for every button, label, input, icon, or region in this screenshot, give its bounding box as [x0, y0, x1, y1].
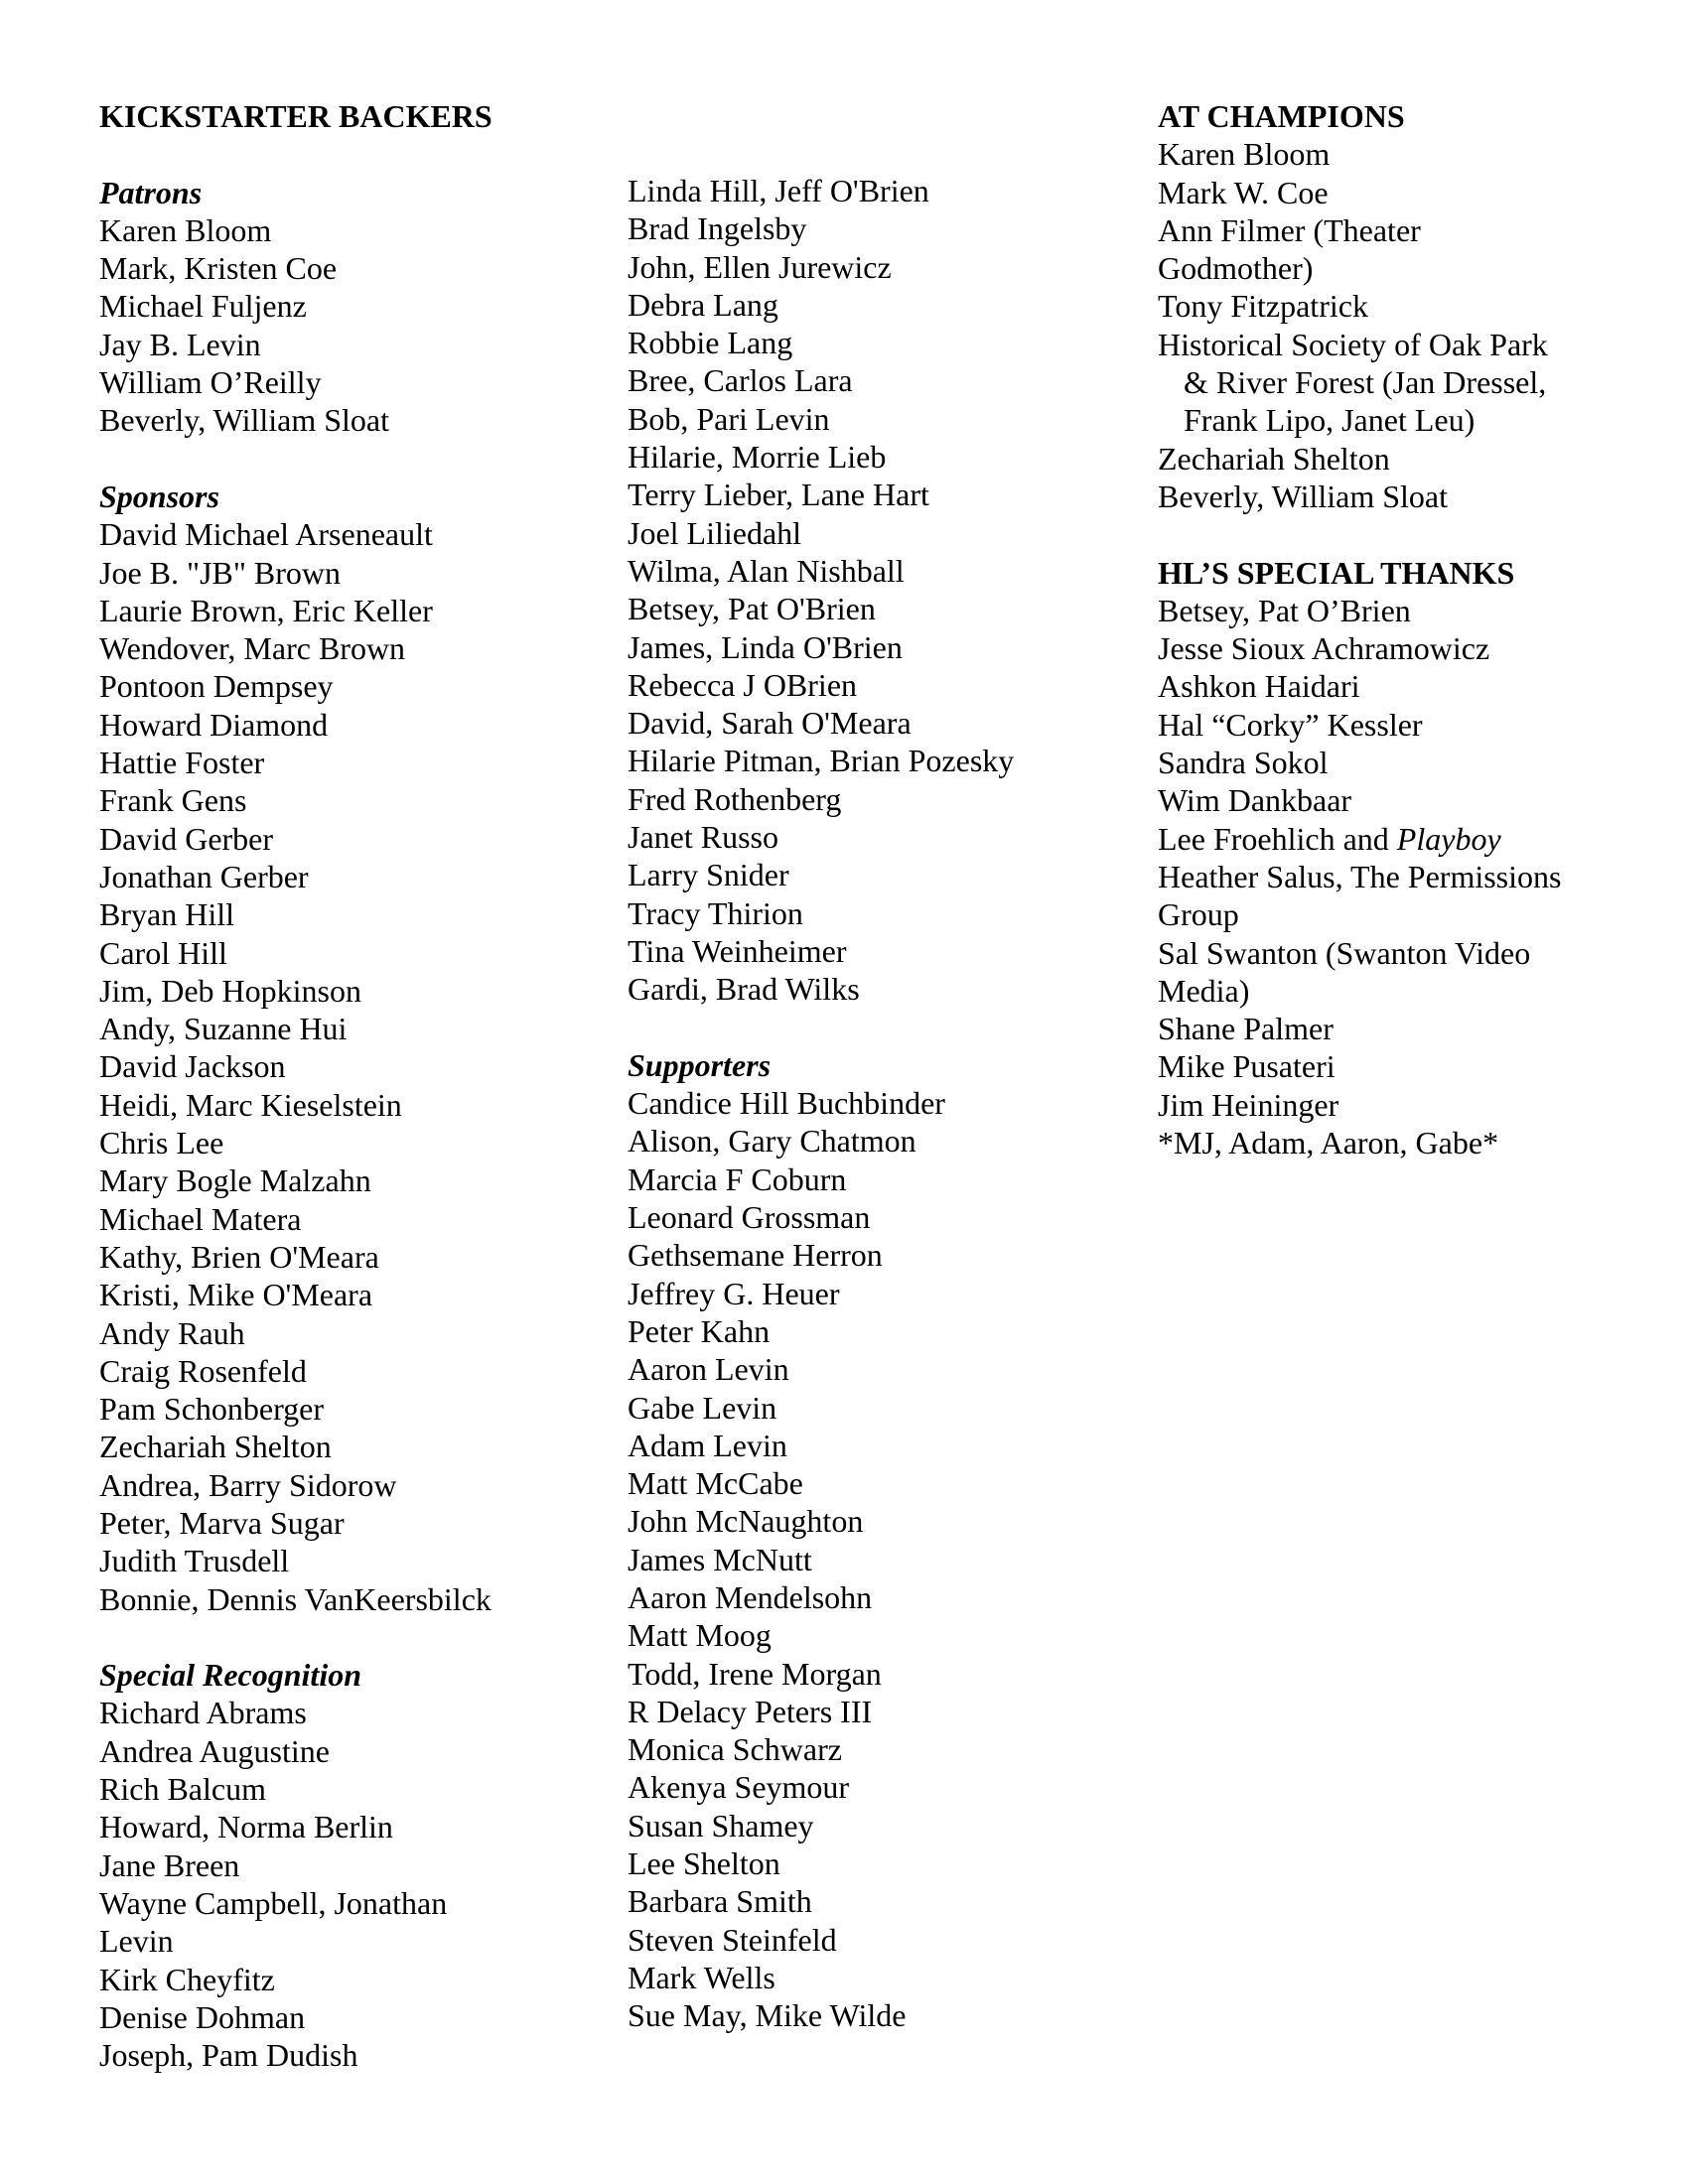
list-item: Heather Salus, The Permissions [1158, 858, 1562, 894]
list-item: Denise Dohman [99, 1998, 306, 2035]
list-item [1158, 820, 1674, 858]
list-item: Frank Lipo, Janet Leu) [1184, 402, 1476, 439]
champions-indented-list [1158, 363, 1674, 440]
list-item: Joseph, Pam Dudish [99, 2037, 358, 2074]
list-item: Michael Fuljenz [99, 288, 307, 325]
list-item: Mark Wells [628, 1959, 775, 1995]
list-item: Frank Gens [99, 782, 247, 819]
list-item: Andy Rauh [99, 1314, 245, 1351]
list-item: Monica Schwarz [628, 1731, 842, 1768]
list-item: Hilarie, Morrie Lieb [628, 439, 887, 476]
list-item: Judith Trusdell [99, 1543, 290, 1579]
list-item: Howard Diamond [99, 706, 329, 743]
list-item: Mike Pusateri [1158, 1048, 1336, 1085]
list-item: Andy, Suzanne Hui [99, 1011, 348, 1047]
list-item: Karen Bloom [99, 211, 272, 248]
list-item: Beverly, William Sloat [1158, 478, 1448, 514]
list-item: Steven Steinfeld [628, 1921, 837, 1958]
list-item: Jeffrey G. Heuer [628, 1275, 840, 1311]
list-item: Zechariah Shelton [1158, 440, 1390, 477]
list-item: Janet Russo [628, 819, 778, 856]
list-item: Fred Rothenberg [628, 780, 842, 817]
section-heading-patrons: Patrons [99, 174, 203, 210]
list-item: Terry Lieber, Lane Hart [628, 477, 929, 513]
column-right [1158, 97, 1674, 1161]
list-item: Jim, Deb Hopkinson [99, 972, 361, 1009]
list-item: Zechariah Shelton [99, 1429, 332, 1465]
list-item: Mary Bogle Malzahn [99, 1162, 371, 1199]
list-item: Heidi, Marc Kieselstein [99, 1086, 402, 1123]
list-item: Levin [99, 1923, 174, 1960]
section-heading-supporters: Supporters [628, 1046, 772, 1083]
thanks-list-continued [1158, 858, 1674, 1161]
list-item: Tina Weinheimer [628, 932, 847, 969]
list-item: Wendover, Marc Brown [99, 630, 406, 667]
list-item: Pontoon Dempsey [99, 668, 334, 705]
list-item: Linda Hill, Jeff O'Brien [628, 173, 929, 208]
list-item: Andrea, Barry Sidorow [99, 1466, 397, 1503]
list-item: Craig Rosenfeld [99, 1352, 307, 1389]
list-item: Peter Kahn [628, 1312, 771, 1349]
list-item: Robbie Lang [628, 325, 793, 361]
list-item: R Delacy Peters III [628, 1693, 873, 1729]
list-item: Kathy, Brien O'Meara [99, 1238, 379, 1275]
spacer [628, 1009, 1144, 1046]
list-item: Ashkon Haidari [1158, 668, 1360, 705]
list-item: Group [1158, 896, 1239, 933]
list-item: Gethsemane Herron [628, 1237, 883, 1274]
list-item: David Jackson [99, 1048, 286, 1085]
list-item: Gabe Levin [628, 1389, 777, 1426]
list-item: Sal Swanton (Swanton Video [1158, 934, 1531, 971]
section-heading-sponsors: Sponsors [99, 478, 219, 514]
list-item: Jesse Sioux Achramowicz [1158, 630, 1490, 667]
list-item: Susan Shamey [628, 1807, 814, 1843]
thanks-list [1158, 592, 1674, 820]
column-left [99, 97, 616, 2074]
special-recognition-list [99, 1694, 616, 2074]
list-item: Jim Heininger [1158, 1086, 1339, 1123]
list-item: Laurie Brown, Eric Keller [99, 592, 433, 628]
list-item: Bryan Hill [99, 896, 234, 933]
spacer [1158, 515, 1674, 553]
list-item: Lee Shelton [628, 1845, 780, 1882]
list-item: David, Sarah O'Meara [628, 705, 912, 742]
froehlich-text: Lee Froehlich and [1158, 820, 1389, 857]
list-item: Carol Hill [99, 934, 227, 971]
list-item: Pam Schonberger [99, 1391, 325, 1428]
list-item: David Michael Arseneault [99, 516, 433, 553]
list-item: Sandra Sokol [1158, 745, 1329, 781]
list-item: Jonathan Gerber [99, 858, 309, 894]
list-item: Bonnie, Dennis VanKeersbilck [99, 1580, 492, 1617]
list-item: Wilma, Alan Nishball [628, 552, 905, 589]
list-item: Candice Hill Buchbinder [628, 1085, 945, 1122]
list-item: Debra Lang [628, 286, 778, 323]
list-item: John McNaughton [628, 1503, 864, 1540]
list-item: Sue May, Mike Wilde [628, 1997, 907, 2034]
list-item: *MJ, Adam, Aaron, Gabe* [1158, 1125, 1499, 1161]
list-item: Alison, Gary Chatmon [628, 1123, 916, 1160]
list-item: Joe B. "JB" Brown [99, 554, 342, 591]
list-item: Larry Snider [628, 857, 789, 893]
list-item: James McNutt [628, 1541, 812, 1577]
list-item: Kirk Cheyfitz [99, 1961, 275, 1997]
section-heading-special-recognition: Special Recognition [99, 1657, 361, 1694]
list-item: Wayne Campbell, Jonathan [99, 1884, 448, 1921]
list-item: Matt McCabe [628, 1465, 803, 1502]
playboy-title: Playboy [1396, 820, 1501, 857]
list-item: Hilarie Pitman, Brian Pozesky [628, 743, 1015, 779]
list-item: Bree, Carlos Lara [628, 362, 853, 399]
list-item: Tony Fitzpatrick [1158, 288, 1368, 325]
list-item: Adam Levin [628, 1427, 787, 1463]
list-item: Marcia F Coburn [628, 1160, 847, 1197]
list-item: Richard Abrams [99, 1695, 307, 1731]
list-item: Bob, Pari Levin [628, 400, 830, 437]
list-item: Media) [1158, 972, 1250, 1009]
list-item: Beverly, William Sloat [99, 402, 389, 439]
list-item: Mark W. Coe [1158, 174, 1329, 210]
list-item: Akenya Seymour [628, 1769, 850, 1806]
list-item: Todd, Irene Morgan [628, 1655, 882, 1692]
list-item: David Gerber [99, 820, 274, 857]
spacer [99, 440, 616, 478]
list-item: Matt Moog [628, 1617, 772, 1654]
section-heading-special-thanks: HL’S SPECIAL THANKS [1158, 554, 1515, 591]
list-item: Hattie Foster [99, 745, 265, 781]
list-item: Peter, Marva Sugar [99, 1504, 345, 1541]
supporters-list [628, 1084, 1144, 2034]
champions-list-continued [1158, 440, 1674, 516]
list-item: John, Ellen Jurewicz [628, 248, 892, 285]
list-item: Hal “Corky” Kessler [1158, 706, 1423, 743]
list-item: Joel Liliedahl [628, 514, 802, 551]
spacer [99, 135, 616, 173]
list-item: Karen Bloom [1158, 136, 1331, 173]
list-item: Aaron Levin [628, 1351, 789, 1388]
list-item: Barbara Smith [628, 1883, 812, 1920]
page-title: KICKSTARTER BACKERS [99, 98, 492, 134]
spacer [99, 1618, 616, 1656]
list-item: James, Linda O'Brien [628, 628, 903, 665]
list-item: Rebecca J OBrien [628, 666, 858, 703]
list-item: Gardi, Brad Wilks [628, 971, 860, 1008]
list-item: Betsey, Pat O’Brien [1158, 592, 1411, 628]
column-middle [628, 172, 1144, 2035]
list-item: Wim Dankbaar [1158, 782, 1352, 819]
champions-list [1158, 135, 1674, 363]
list-item: Jay B. Levin [99, 326, 261, 362]
list-item: Andrea Augustine [99, 1732, 330, 1769]
list-item: Godmother) [1158, 250, 1314, 287]
list-item: Jane Breen [99, 1846, 240, 1883]
list-item: Historical Society of Oak Park [1158, 326, 1548, 362]
list-item: Aaron Mendelsohn [628, 1578, 873, 1615]
list-item: Betsey, Pat O'Brien [628, 591, 876, 627]
sponsors-list [99, 515, 616, 1618]
sponsors-continued-list [628, 172, 1144, 1009]
list-item: Shane Palmer [1158, 1011, 1334, 1047]
list-item: William O’Reilly [99, 364, 322, 401]
list-item: Michael Matera [99, 1200, 302, 1237]
list-item: Mark, Kristen Coe [99, 250, 338, 287]
patrons-list [99, 211, 616, 440]
list-item: Rich Balcum [99, 1771, 266, 1808]
list-item: Brad Ingelsby [628, 210, 807, 247]
list-item: & River Forest (Jan Dressel, [1184, 364, 1547, 401]
list-item: Howard, Norma Berlin [99, 1809, 393, 1845]
section-heading-champions: AT CHAMPIONS [1158, 98, 1405, 134]
list-item: Leonard Grossman [628, 1199, 871, 1236]
list-item: Chris Lee [99, 1125, 224, 1161]
list-item: Tracy Thirion [628, 894, 803, 931]
list-item: Ann Filmer (Theater [1158, 211, 1421, 248]
list-item: Kristi, Mike O'Meara [99, 1277, 373, 1313]
